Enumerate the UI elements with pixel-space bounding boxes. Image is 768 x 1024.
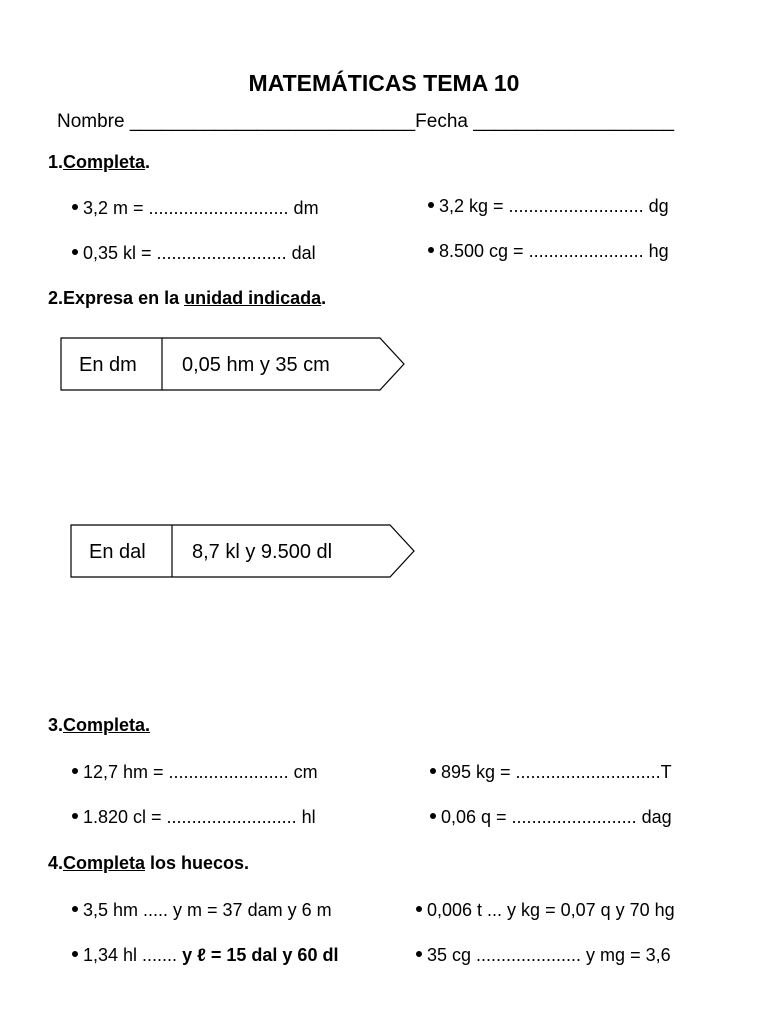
name-date-line [57, 111, 674, 133]
section-3-heading [48, 715, 150, 736]
bullet-icon [72, 951, 78, 957]
exercise-item [430, 762, 672, 783]
section-title: Completa [63, 152, 146, 172]
name-field[interactable]: ___________________________ [129, 111, 416, 132]
bullet-icon [72, 249, 78, 255]
exercise-text: 3,2 kg = ........................... dg [439, 196, 669, 216]
exercise-item [428, 241, 669, 262]
exercise-item [416, 900, 675, 921]
exercise-text: 0,35 kl = .......................... dal [83, 243, 316, 263]
section-suffix: los huecos. [145, 853, 250, 873]
unit-arrow-box-2 [70, 524, 420, 580]
section-4-heading [48, 853, 249, 874]
section-number: 3. [48, 715, 64, 735]
section-title: Completa. [63, 715, 151, 735]
bullet-icon [72, 906, 78, 912]
date-field[interactable]: ___________________ [473, 111, 675, 132]
section-number: 4. [48, 853, 64, 873]
date-label: Fecha [415, 111, 468, 132]
bullet-icon [428, 247, 434, 253]
bullet-icon [72, 813, 78, 819]
section-number: 2. [48, 288, 64, 308]
exercise-item [72, 762, 318, 783]
page-title: MATEMÁTICAS TEMA 10 [248, 70, 520, 96]
unit-arrow-box-1 [60, 337, 410, 393]
exercise-item [428, 196, 669, 217]
exercise-item [72, 198, 319, 219]
exercise-text: 1,34 hl ....... [83, 945, 183, 965]
exercise-text: 35 cg ..................... y mg = 3,6 [427, 945, 671, 965]
exercise-text: 1.820 cl = .......................... hl [83, 807, 316, 827]
exercise-item [72, 807, 316, 828]
exercise-text: 3,5 hm ..... y m = 37 dam y 6 m [83, 900, 332, 920]
bullet-icon [72, 204, 78, 210]
bullet-icon [72, 768, 78, 774]
section-title: unidad indicada [184, 288, 322, 308]
exercise-text: 12,7 hm = ........................ cm [83, 762, 318, 782]
exercise-text: 0,06 q = ......................... dag [441, 807, 672, 827]
bullet-icon [416, 951, 422, 957]
given-quantity: 0,05 hm y 35 cm [182, 354, 330, 376]
given-quantity: 8,7 kl y 9.500 dl [192, 541, 333, 563]
section-number: 1. [48, 152, 64, 172]
bullet-icon [416, 906, 422, 912]
exercise-item [72, 945, 338, 966]
exercise-item [416, 945, 671, 966]
section-period: . [145, 152, 151, 172]
bullet-icon [430, 768, 436, 774]
exercise-text: 8.500 cg = ....................... hg [439, 241, 669, 261]
exercise-text: 895 kg = .............................T [441, 762, 672, 782]
name-label: Nombre [57, 111, 125, 132]
section-period: . [321, 288, 327, 308]
exercise-item [430, 807, 672, 828]
target-unit: En dm [79, 354, 137, 376]
section-1-heading [48, 152, 150, 173]
target-unit: En dal [89, 541, 146, 563]
exercise-item [72, 243, 316, 264]
exercise-text: 0,006 t ... y kg = 0,07 q y 70 hg [427, 900, 675, 920]
exercise-item [72, 900, 332, 921]
section-2-heading [48, 288, 326, 309]
exercise-text: 3,2 m = ............................ dm [83, 198, 319, 218]
exercise-text-bold: y ℓ = 15 dal y 60 dl [182, 945, 339, 965]
bullet-icon [428, 202, 434, 208]
bullet-icon [430, 813, 436, 819]
section-prefix: Expresa en la [63, 288, 185, 308]
section-title: Completa [63, 853, 146, 873]
